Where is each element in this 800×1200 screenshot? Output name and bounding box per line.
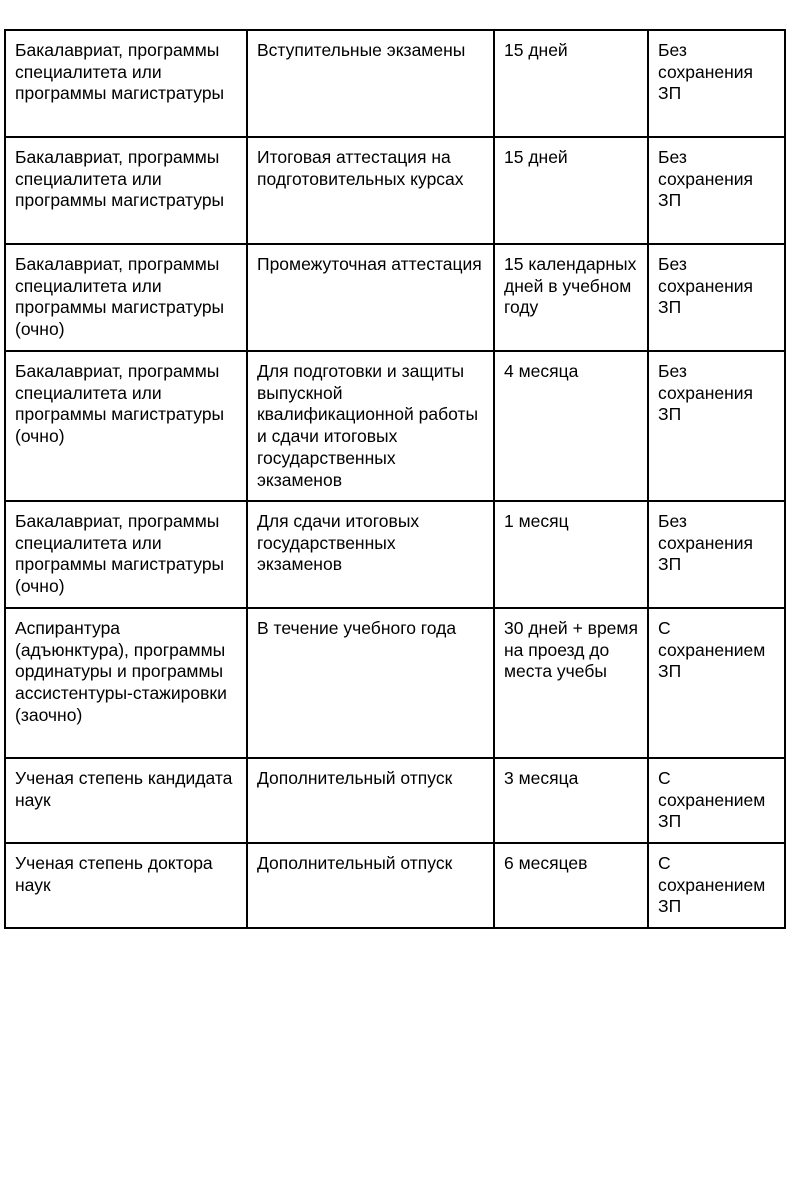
cell-leave-purpose: Промежуточная аттестация bbox=[247, 244, 494, 351]
cell-salary-status: Без сохранения ЗП bbox=[648, 351, 785, 501]
cell-education-level: Бакалавриат, программы специалитета или программы магистратуры (очно) bbox=[5, 244, 247, 351]
cell-leave-duration: 3 месяца bbox=[494, 758, 648, 843]
cell-leave-purpose: Для сдачи итоговых государственных экзаменов bbox=[247, 501, 494, 608]
cell-salary-status: Без сохранения ЗП bbox=[648, 501, 785, 608]
cell-education-level: Бакалавриат, программы специалитета или программы магистратуры bbox=[5, 137, 247, 244]
leave-table-container bbox=[4, 29, 786, 929]
table-row bbox=[5, 758, 785, 843]
cell-education-level: Аспирантура (адъюнктура), программы ординатуры и программы ассистентуры-стажировки (заочно) bbox=[5, 608, 247, 758]
cell-leave-purpose: Дополнительный отпуск bbox=[247, 843, 494, 928]
table-row bbox=[5, 501, 785, 608]
cell-education-level: Бакалавриат, программы специалитета или программы магистратуры (очно) bbox=[5, 501, 247, 608]
table-row bbox=[5, 137, 785, 244]
cell-leave-duration: 30 дней + время на проезд до места учебы bbox=[494, 608, 648, 758]
study-leave-table bbox=[4, 29, 786, 929]
cell-leave-purpose: Для подготовки и защиты выпускной квалификационной работы и сдачи итоговых государственных экзаменов bbox=[247, 351, 494, 501]
table-row bbox=[5, 30, 785, 137]
table-row bbox=[5, 351, 785, 501]
cell-leave-purpose: Вступительные экзамены bbox=[247, 30, 494, 137]
table-row bbox=[5, 843, 785, 928]
cell-leave-duration: 15 дней bbox=[494, 137, 648, 244]
cell-leave-purpose: Итоговая аттестация на подготовительных курсах bbox=[247, 137, 494, 244]
cell-leave-duration: 4 месяца bbox=[494, 351, 648, 501]
cell-education-level: Ученая степень доктора наук bbox=[5, 843, 247, 928]
cell-education-level: Ученая степень кандидата наук bbox=[5, 758, 247, 843]
table-row bbox=[5, 608, 785, 758]
cell-salary-status: С сохранением ЗП bbox=[648, 758, 785, 843]
cell-salary-status: С сохранением ЗП bbox=[648, 608, 785, 758]
cell-salary-status: Без сохранения ЗП bbox=[648, 244, 785, 351]
cell-salary-status: Без сохранения ЗП bbox=[648, 137, 785, 244]
cell-education-level: Бакалавриат, программы специалитета или программы магистратуры bbox=[5, 30, 247, 137]
cell-leave-duration: 15 календарных дней в учебном году bbox=[494, 244, 648, 351]
cell-leave-purpose: Дополнительный отпуск bbox=[247, 758, 494, 843]
cell-education-level: Бакалавриат, программы специалитета или программы магистратуры (очно) bbox=[5, 351, 247, 501]
table-row bbox=[5, 244, 785, 351]
cell-leave-purpose: В течение учебного года bbox=[247, 608, 494, 758]
cell-leave-duration: 1 месяц bbox=[494, 501, 648, 608]
cell-salary-status: Без сохранения ЗП bbox=[648, 30, 785, 137]
cell-salary-status: С сохранением ЗП bbox=[648, 843, 785, 928]
cell-leave-duration: 15 дней bbox=[494, 30, 648, 137]
cell-leave-duration: 6 месяцев bbox=[494, 843, 648, 928]
